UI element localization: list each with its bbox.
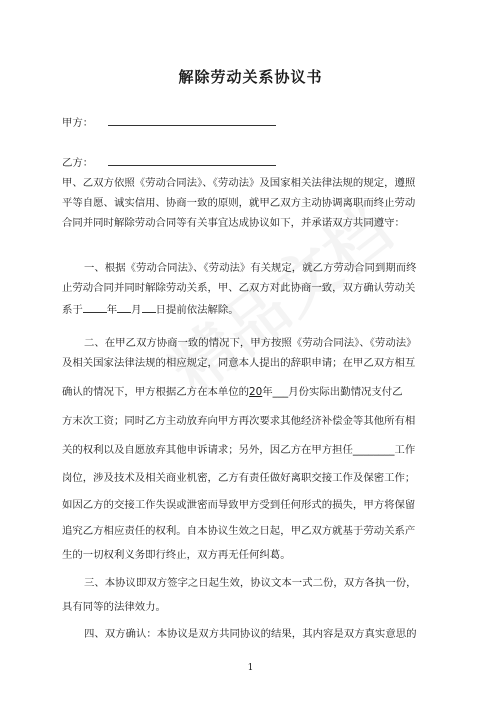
clause1-month-field[interactable]	[117, 301, 131, 313]
clause2-line: 追究乙方相应责任的权利。自本协议生效之日起，甲乙双方就基于劳动关系产	[62, 525, 416, 537]
party-b-row	[62, 154, 437, 170]
clause1-date-line	[62, 301, 437, 317]
party-a-row	[62, 114, 437, 130]
clause2-wage-prefix: 确认的情况下，甲方根据乙方在本单位的	[62, 386, 250, 398]
clause3-line: 三、本协议即双方签字之日起生效，协议文本一式二份，双方各执一份，	[84, 577, 417, 589]
page-number: 1	[247, 663, 254, 673]
clause1-suffix: 日提前依法解除。	[155, 304, 239, 316]
clause2-line: 如因乙方的交接工作失误或泄密而导致甲方受到任何形式的损失，甲方将保留	[62, 499, 416, 511]
clause2-line: 生的一切权利义务即行终止，双方再无任何纠葛。	[62, 549, 291, 561]
clause2-line: 及相关国家法律法规的相应规定，同意本人提出的辞职申请；在甲乙双方相互	[62, 357, 416, 369]
document-title: 解除劳动关系协议书	[178, 68, 323, 86]
clause1-year-field[interactable]	[83, 301, 107, 313]
clause1-day-field[interactable]	[142, 301, 156, 313]
clause2-line: 关的权利以及自愿放弃其他申诉请求；另外，因乙方在甲方担任________工作	[62, 444, 416, 456]
party-a-label: 甲方：	[62, 117, 94, 129]
clause1-prefix: 系于	[62, 304, 83, 316]
clause2-wage-suffix: 年___月份实际出勤情况支付乙	[262, 386, 403, 398]
party-b-label: 乙方：	[62, 157, 94, 169]
clause1-line: 一、根据《劳动合同法》、《劳动法》有关规定，就乙方劳动合同到期而终	[84, 262, 417, 274]
clause2-line: 二、在甲乙双方协商一致的情况下，甲方按照《劳动合同法》、《劳动法》	[84, 337, 417, 349]
clause4-line: 四、双方确认：本协议是双方共同协议的结果，其内容是双方真实意思的	[84, 628, 417, 640]
clause2-year-value: 20	[249, 386, 263, 398]
intro-line: 平等自愿、诚实信用、协商一致的原则，就甲乙双方主动协调离职而终止劳动	[62, 197, 416, 209]
clause1-month-label: 月	[131, 304, 142, 316]
clause3-line: 具有同等的法律效力。	[62, 601, 166, 613]
clause2-wage-line	[62, 385, 437, 399]
intro-line: 甲、乙双方依照《劳动合同法》、《劳动法》及国家相关法律法规的规定，遵照	[62, 177, 416, 189]
party-a-field[interactable]	[108, 114, 276, 126]
party-b-field[interactable]	[108, 154, 276, 166]
clause1-line: 止劳动合同并同时解除劳动关系，甲、乙双方对此协商一致，双方确认劳动关	[62, 282, 416, 294]
clause2-line: 岗位，涉及技术及相关商业机密，乙方有责任做好离职交接工作及保密工作；	[62, 472, 416, 484]
clause2-line: 方末次工资；同时乙方主动放弃向甲方再次要求其他经济补偿金等其他所有相	[62, 415, 416, 427]
clause1-year-label: 年	[106, 304, 118, 316]
intro-line: 合同并同时解除劳动合同等有关事宜达成协议如下，并承诺双方共同遵守：	[62, 217, 405, 229]
